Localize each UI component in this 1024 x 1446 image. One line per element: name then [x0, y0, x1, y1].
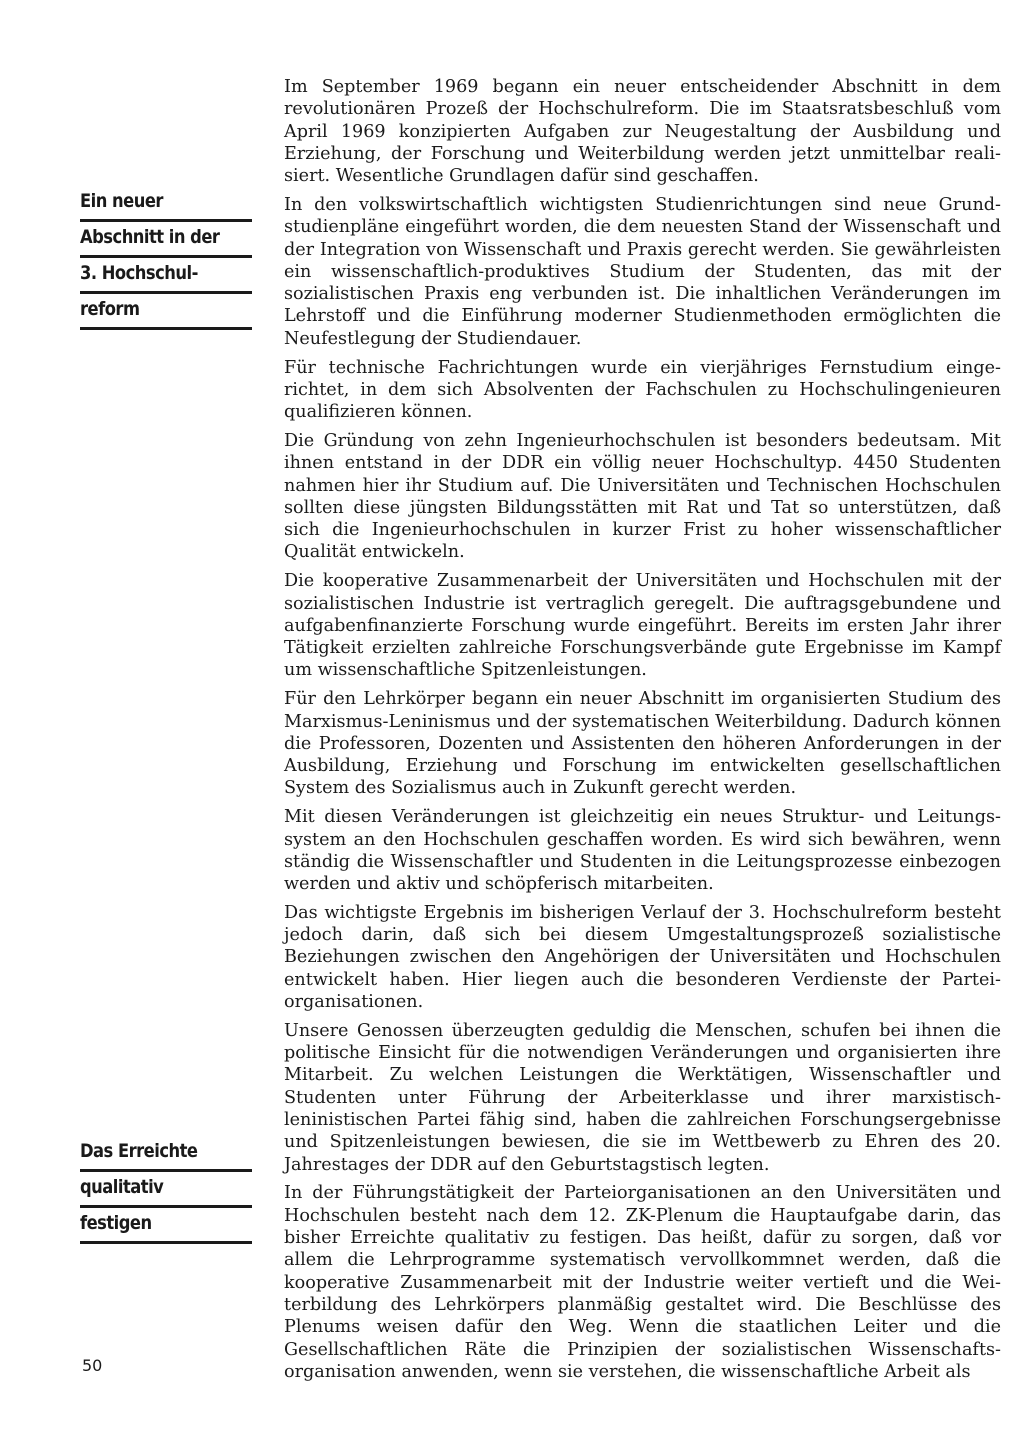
margin-heading-line: Das Erreichte	[80, 1136, 252, 1172]
margin-heading-line: festigen	[80, 1208, 252, 1244]
page-number: 50	[82, 1356, 103, 1375]
body-text	[284, 76, 1001, 1390]
margin-heading-line: qualitativ	[80, 1172, 252, 1208]
paragraph: In der Führungstätigkeit der Parteiorganisationen an den Universitäten und Hochschulen besteht nach dem 12. ZK-Plenum die Hauptaufgabe darin, das bisher Erreichte qualitativ zu festigen. Das heißt, dafür zu sorgen, daß vor allem die Lehrprogramme systematisch vervollkommnet werden, daß die kooperative Zusammenarbeit mit der Industrie weiter vertieft und die Weiterbildung des Lehrkörpers planmäßig gestaltet wird. Die Beschlüsse des Plenums weisen dafür den Weg. Wenn die staatlichen Leiter und die Gesellschaftlichen Räte die Prinzipien der sozialistischen Wissenschaftsorganisation anwenden, wenn sie verstehen, die wissenschaftliche Arbeit als	[284, 1183, 1001, 1382]
margin-heading-line: Abschnitt in der	[80, 222, 252, 258]
margin-heading-new-section	[80, 186, 252, 330]
paragraph: Unsere Genossen überzeugten geduldig die Menschen, schufen bei ihnen die politische Einsicht für die notwendigen Veränderungen und organisierten ihre Mitarbeit. Zu welchen Leistungen die Werktätigen, Wissenschaftler und Studenten unter Führung der Arbeiterklasse und ihrer marxistischleninistischen Partei fähig sind, haben die zahlreichen Forschungsergebnisse und Spitzenleistungen bewiesen, die sie im Wettbewerb zu Ehren des 20. Jahrestages der DDR auf den Geburtstagstisch legten.	[284, 1020, 1001, 1175]
paragraph: Für den Lehrkörper begann ein neuer Abschnitt im organisierten Studium des Marxismus-Leninismus und der systematischen Weiterbildung. Dadurch können die Professoren, Dozenten und Assistenten den höheren Anforderungen in der Ausbildung, Erziehung und Forschung im entwickelten gesellschaftlichen System des Sozialismus auch in Zukunft gerecht werden.	[284, 689, 1001, 799]
margin-heading-consolidate	[80, 1136, 252, 1244]
paragraph: Die kooperative Zusammenarbeit der Universitäten und Hochschulen mit der sozialistischen Industrie ist vertraglich geregelt. Die auftragsgebundene und aufgabenfinanzierte Forschung wurde eingeführt. Bereits im ersten Jahr ihrer Tätigkeit erzielten zahlreiche Forschungsverbände gute Ergebnisse im Kampf um wissenschaftliche Spitzenleistungen.	[284, 571, 1001, 681]
paragraph: Die Gründung von zehn Ingenieurhochschulen ist besonders bedeutsam. Mit ihnen entstand in der DDR ein völlig neuer Hochschultyp. 4450 Studenten nahmen hier ihr Studium auf. Die Universitäten und Technischen Hochschulen sollten diese jüngsten Bildungsstätten mit Rat und Tat so unterstützen, daß sich die Ingenieurhochschulen in kurzer Frist zu hoher wissenschaftlicher Qualität entwickeln.	[284, 430, 1001, 563]
margin-heading-line: 3. Hochschul-	[80, 258, 252, 294]
paragraph: Mit diesen Veränderungen ist gleichzeitig ein neues Struktur- und Leitungssystem an den Hochschulen geschaffen worden. Es wird sich bewähren, wenn ständig die Wissenschaftler und Studenten in die Leitungsprozesse einbezogen werden und aktiv und schöpferisch mitarbeiten.	[284, 807, 1001, 895]
paragraph: In den volkswirtschaftlich wichtigsten Studienrichtungen sind neue Grundstudienpläne eingeführt worden, die dem neuesten Stand der Wissenschaft und der Integration von Wissenschaft und Praxis gerecht werden. Sie gewährleisten ein wissenschaftlich-produktives Studium der Studenten, das mit der sozialistischen Praxis eng verbunden ist. Die inhaltlichen Veränderungen im Lehrstoff und die Einführung moderner Studienmethoden ermöglichten die Neufestlegung der Studiendauer.	[284, 194, 1001, 349]
paragraph: Im September 1969 begann ein neuer entscheidender Abschnitt in dem revolutionären Prozeß der Hochschulreform. Die im Staatsratsbeschluß vom April 1969 konzipierten Aufgaben zur Neugestaltung der Ausbildung und Erziehung, der Forschung und Weiterbildung werden jetzt unmittelbar realisiert. Wesentliche Grundlagen dafür sind geschaffen.	[284, 77, 1001, 187]
margin-heading-line: Ein neuer	[80, 186, 252, 222]
paragraph: Das wichtigste Ergebnis im bisherigen Verlauf der 3. Hochschulreform besteht jedoch darin, daß sich bei diesem Umgestaltungsprozeß sozialistische Beziehungen zwischen den Angehörigen der Universitäten und Hochschulen entwickelt haben. Hier liegen auch die besonderen Verdienste der Parteiorganisationen.	[284, 902, 1001, 1013]
paragraph: Für technische Fachrichtungen wurde ein vierjähriges Fernstudium eingerichtet, in dem sich Absolventen der Fachschulen zu Hochschulingenieuren qualifizieren können.	[284, 357, 1001, 423]
margin-heading-line: reform	[80, 294, 252, 330]
